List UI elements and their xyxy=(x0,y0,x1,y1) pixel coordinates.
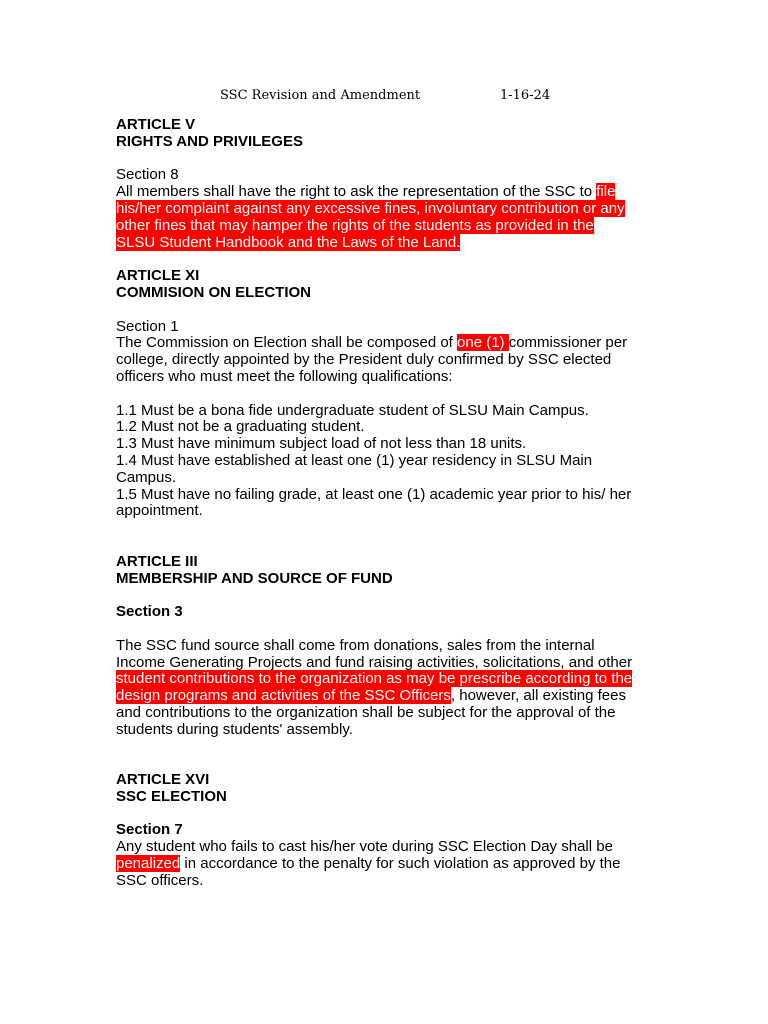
document-body xyxy=(116,117,636,890)
article-v-section-label: Section 8 xyxy=(116,166,179,184)
article-iii-section-label: Section 3 xyxy=(116,603,183,621)
article-xi-section-label: Section 1 xyxy=(116,317,179,335)
article-xvi-text-before: Any student who fails to cast his/her vote during SSC Election Day shall be xyxy=(116,838,613,856)
article-xi-text-after: commissioner per college, directly appointed by the President duly confirmed by SSC elected officers who must meet the following qualifications: xyxy=(116,334,628,385)
article-xvi-paragraph xyxy=(116,839,636,889)
article-xi-subtitle: COMMISION ON ELECTION xyxy=(116,283,311,301)
header-title: SSC Revision and Amendment xyxy=(220,88,421,103)
qualification-item: 1.5 Must have no failing grade, at least one (1) academic year prior to his/ her appointment. xyxy=(116,485,632,520)
article-xvi-text-after: in accordance to the penalty for such violation as approved by the SSC officers. xyxy=(116,855,621,889)
article-v-text: All members shall have the right to ask the representation of the SSC to xyxy=(116,183,597,201)
qualification-item: 1.1 Must be a bona fide undergraduate student of SLSU Main Campus. xyxy=(116,401,589,419)
article-xvi-title: ARTICLE XVI xyxy=(116,771,210,789)
article-iii-title: ARTICLE III xyxy=(116,552,198,570)
article-xi-paragraph xyxy=(116,335,636,385)
qualification-item: 1.2 Must not be a graduating student. xyxy=(116,418,365,436)
article-v-highlight: file his/her complaint against any excessive fines, involuntary contribution or any other fines that may hamper the rights of the students as provided in the SLSU Student Handbook and the Laws of the Land. xyxy=(116,183,625,251)
article-v-subtitle: RIGHTS AND PRIVILEGES xyxy=(116,132,303,150)
article-xi-highlight: one (1) xyxy=(457,334,509,352)
page-header xyxy=(0,88,768,108)
article-v-title: ARTICLE V xyxy=(116,116,196,133)
article-iii-text-after: , however, all existing fees and contributions to the organization shall be subject for the approval of the students during students' assembly. xyxy=(116,687,626,738)
article-v-paragraph xyxy=(116,184,636,251)
qualification-item: 1.4 Must have established at least one (1) year residency in SLSU Main Campus. xyxy=(116,451,593,486)
article-xi-title: ARTICLE XI xyxy=(116,267,200,285)
qualification-item: 1.3 Must have minimum subject load of not less than 18 units. xyxy=(116,435,527,453)
article-xi-text-before: The Commission on Election shall be composed of xyxy=(116,334,458,352)
header-date: 1-16-24 xyxy=(500,88,551,103)
article-xvi-subtitle: SSC ELECTION xyxy=(116,787,227,805)
article-iii-text-before: The SSC fund source shall come from donations, sales from the internal Income Generating Projects and fund raising activities, solicitations, and other xyxy=(116,636,633,671)
article-iii-paragraph xyxy=(116,638,636,739)
article-xvi-section-label: Section 7 xyxy=(116,821,183,839)
article-iii-subtitle: MEMBERSHIP AND SOURCE OF FUND xyxy=(116,569,393,587)
article-iii-highlight: student contributions to the organization as may be prescribe according to the design programs and activities of the SSC Officers xyxy=(116,670,633,705)
article-xvi-highlight: penalized xyxy=(116,855,181,873)
